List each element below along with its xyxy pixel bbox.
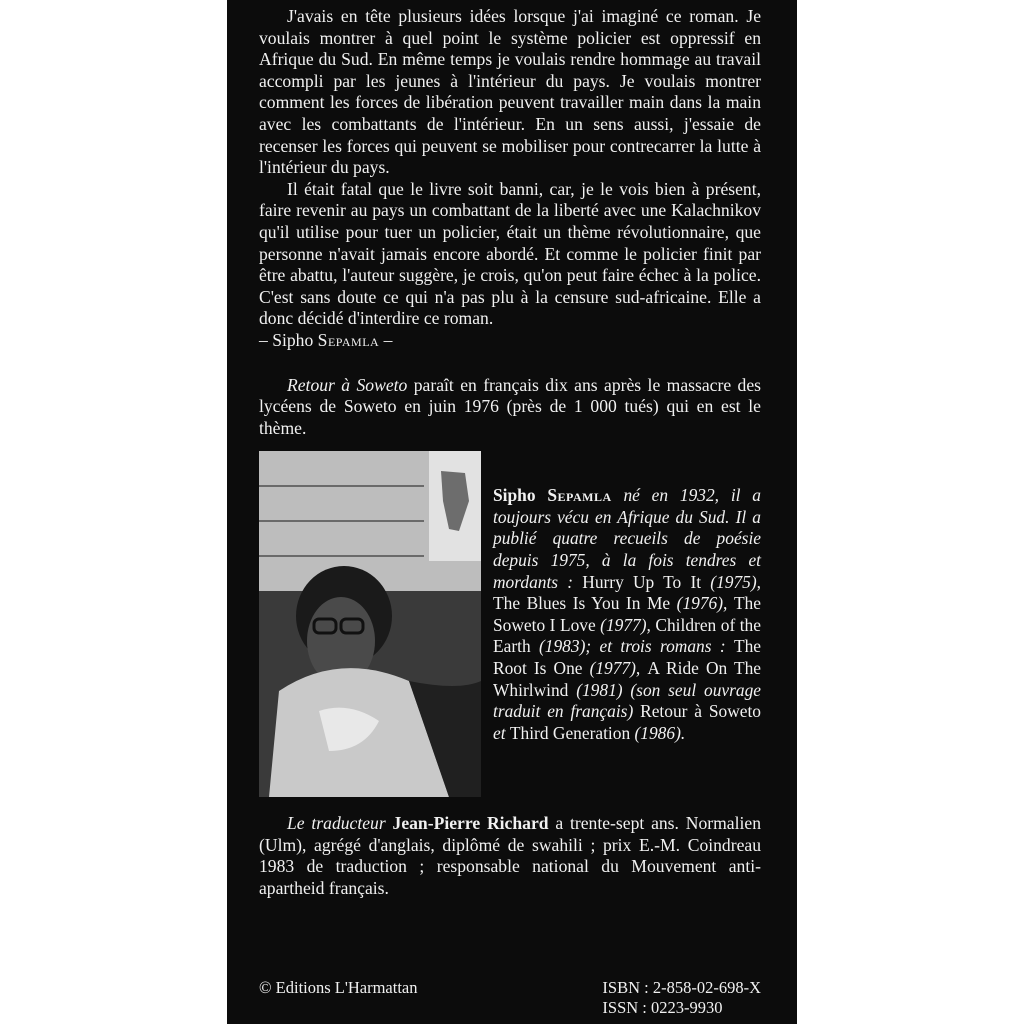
signature-suffix: – xyxy=(383,329,393,350)
bio-work-5: The Root Is One xyxy=(493,636,761,679)
isbn-block xyxy=(602,978,761,1018)
bio-year-1: (1975), xyxy=(701,571,761,592)
translator-text: a trente-sept ans. Normalien (Ulm), agrégé d'anglais, diplômé de swahili ; prix E.-M. Coindreau 1983 de traduction ; responsable national du Mouvement anti-apartheid français. xyxy=(259,813,761,899)
intro-text: paraît en français dix ans après le massacre des lycéens de Soweto en juin 1976 (près de 1 000 tués) qui en est le thème. xyxy=(259,374,761,438)
bio-text-1: né en 1932, il a toujours vécu en Afrique du Sud. Il a publié quatre recueils de poésie depuis 1975, à la fois tendres et mordants : xyxy=(493,485,761,592)
bio-year-4: (1983); et trois romans : xyxy=(530,636,734,657)
bio-work-8: Third Generation xyxy=(509,722,631,743)
bio-last-name: Sepamla xyxy=(547,485,612,506)
bio-work-4: Children of the Earth xyxy=(493,614,761,657)
bio-year-2: (1976), xyxy=(670,593,734,614)
publisher-credit: © Editions L'Harmattan xyxy=(259,978,418,997)
footer xyxy=(259,978,761,1018)
author-photo xyxy=(259,451,481,797)
signature-prefix: – Sipho xyxy=(259,329,314,350)
bio-year-5: (1977), xyxy=(582,658,648,679)
translator-name: Jean-Pierre Richard xyxy=(392,813,549,834)
bio-work-3: The Soweto I Love xyxy=(493,593,761,635)
bio-year-6: (1981) (son seul ouvrage traduit en français) xyxy=(493,679,761,722)
quote-paragraph-2: Il était fatal que le livre soit banni, car, je le vois bien à présent, faire revenir au pays un combattant de la liberté avec une Kalachnikov qu'il utilise pour tuer un policier, était un thème révolutionnaire, que personne n'avait jamais encore abordé. Et comme le policier finit par être abattu, l'auteur suggère, je crois, qu'on peut faire échec à la police. C'est sans doute ce qui n'a pas plu à la censure sud-africaine. Elle a donc décidé d'interdire ce roman. xyxy=(259,178,761,329)
author-bio xyxy=(481,451,761,797)
quote-paragraph-1: J'avais en tête plusieurs idées lorsque j'ai imaginé ce roman. Je voulais montrer à quel point le système policier est oppressif en Afrique du Sud. En même temps je voulais rendre hommage au travail accompli par les jeunes à l'intérieur du pays. Je voulais montrer comment les forces de libération peuvent travailler main dans la main avec les combattants de l'intérieur. En un sens aussi, j'essaie de recenser les forces qui peuvent se mobiliser pour contrecarrer la lutte à l'intérieur du pays. xyxy=(259,6,761,178)
issn: ISSN : 0223-9930 xyxy=(602,998,723,1017)
bio-year-7: et xyxy=(493,722,510,743)
bio-work-6: A Ride On The Whirlwind xyxy=(493,658,761,700)
intro-paragraph xyxy=(259,375,761,440)
bio-year-8: (1986). xyxy=(630,722,686,743)
back-cover xyxy=(227,0,797,1024)
translator-label: Le traducteur xyxy=(287,813,386,834)
bio-year-3: (1977), xyxy=(595,614,656,635)
translator-paragraph xyxy=(259,813,761,899)
signature-name: Sepamla xyxy=(317,329,380,350)
intro-book-title: Retour à Soweto xyxy=(287,374,408,395)
bio-work-1: Hurry Up To It xyxy=(582,571,702,592)
quote-signature xyxy=(259,330,761,352)
isbn: ISBN : 2-858-02-698-X xyxy=(602,978,761,997)
bio-first-name: Sipho xyxy=(493,485,536,506)
author-photo-drawing xyxy=(259,451,481,797)
bio-work-7: Retour à Soweto xyxy=(640,701,761,722)
bio-work-2: The Blues Is You In Me xyxy=(493,593,671,614)
